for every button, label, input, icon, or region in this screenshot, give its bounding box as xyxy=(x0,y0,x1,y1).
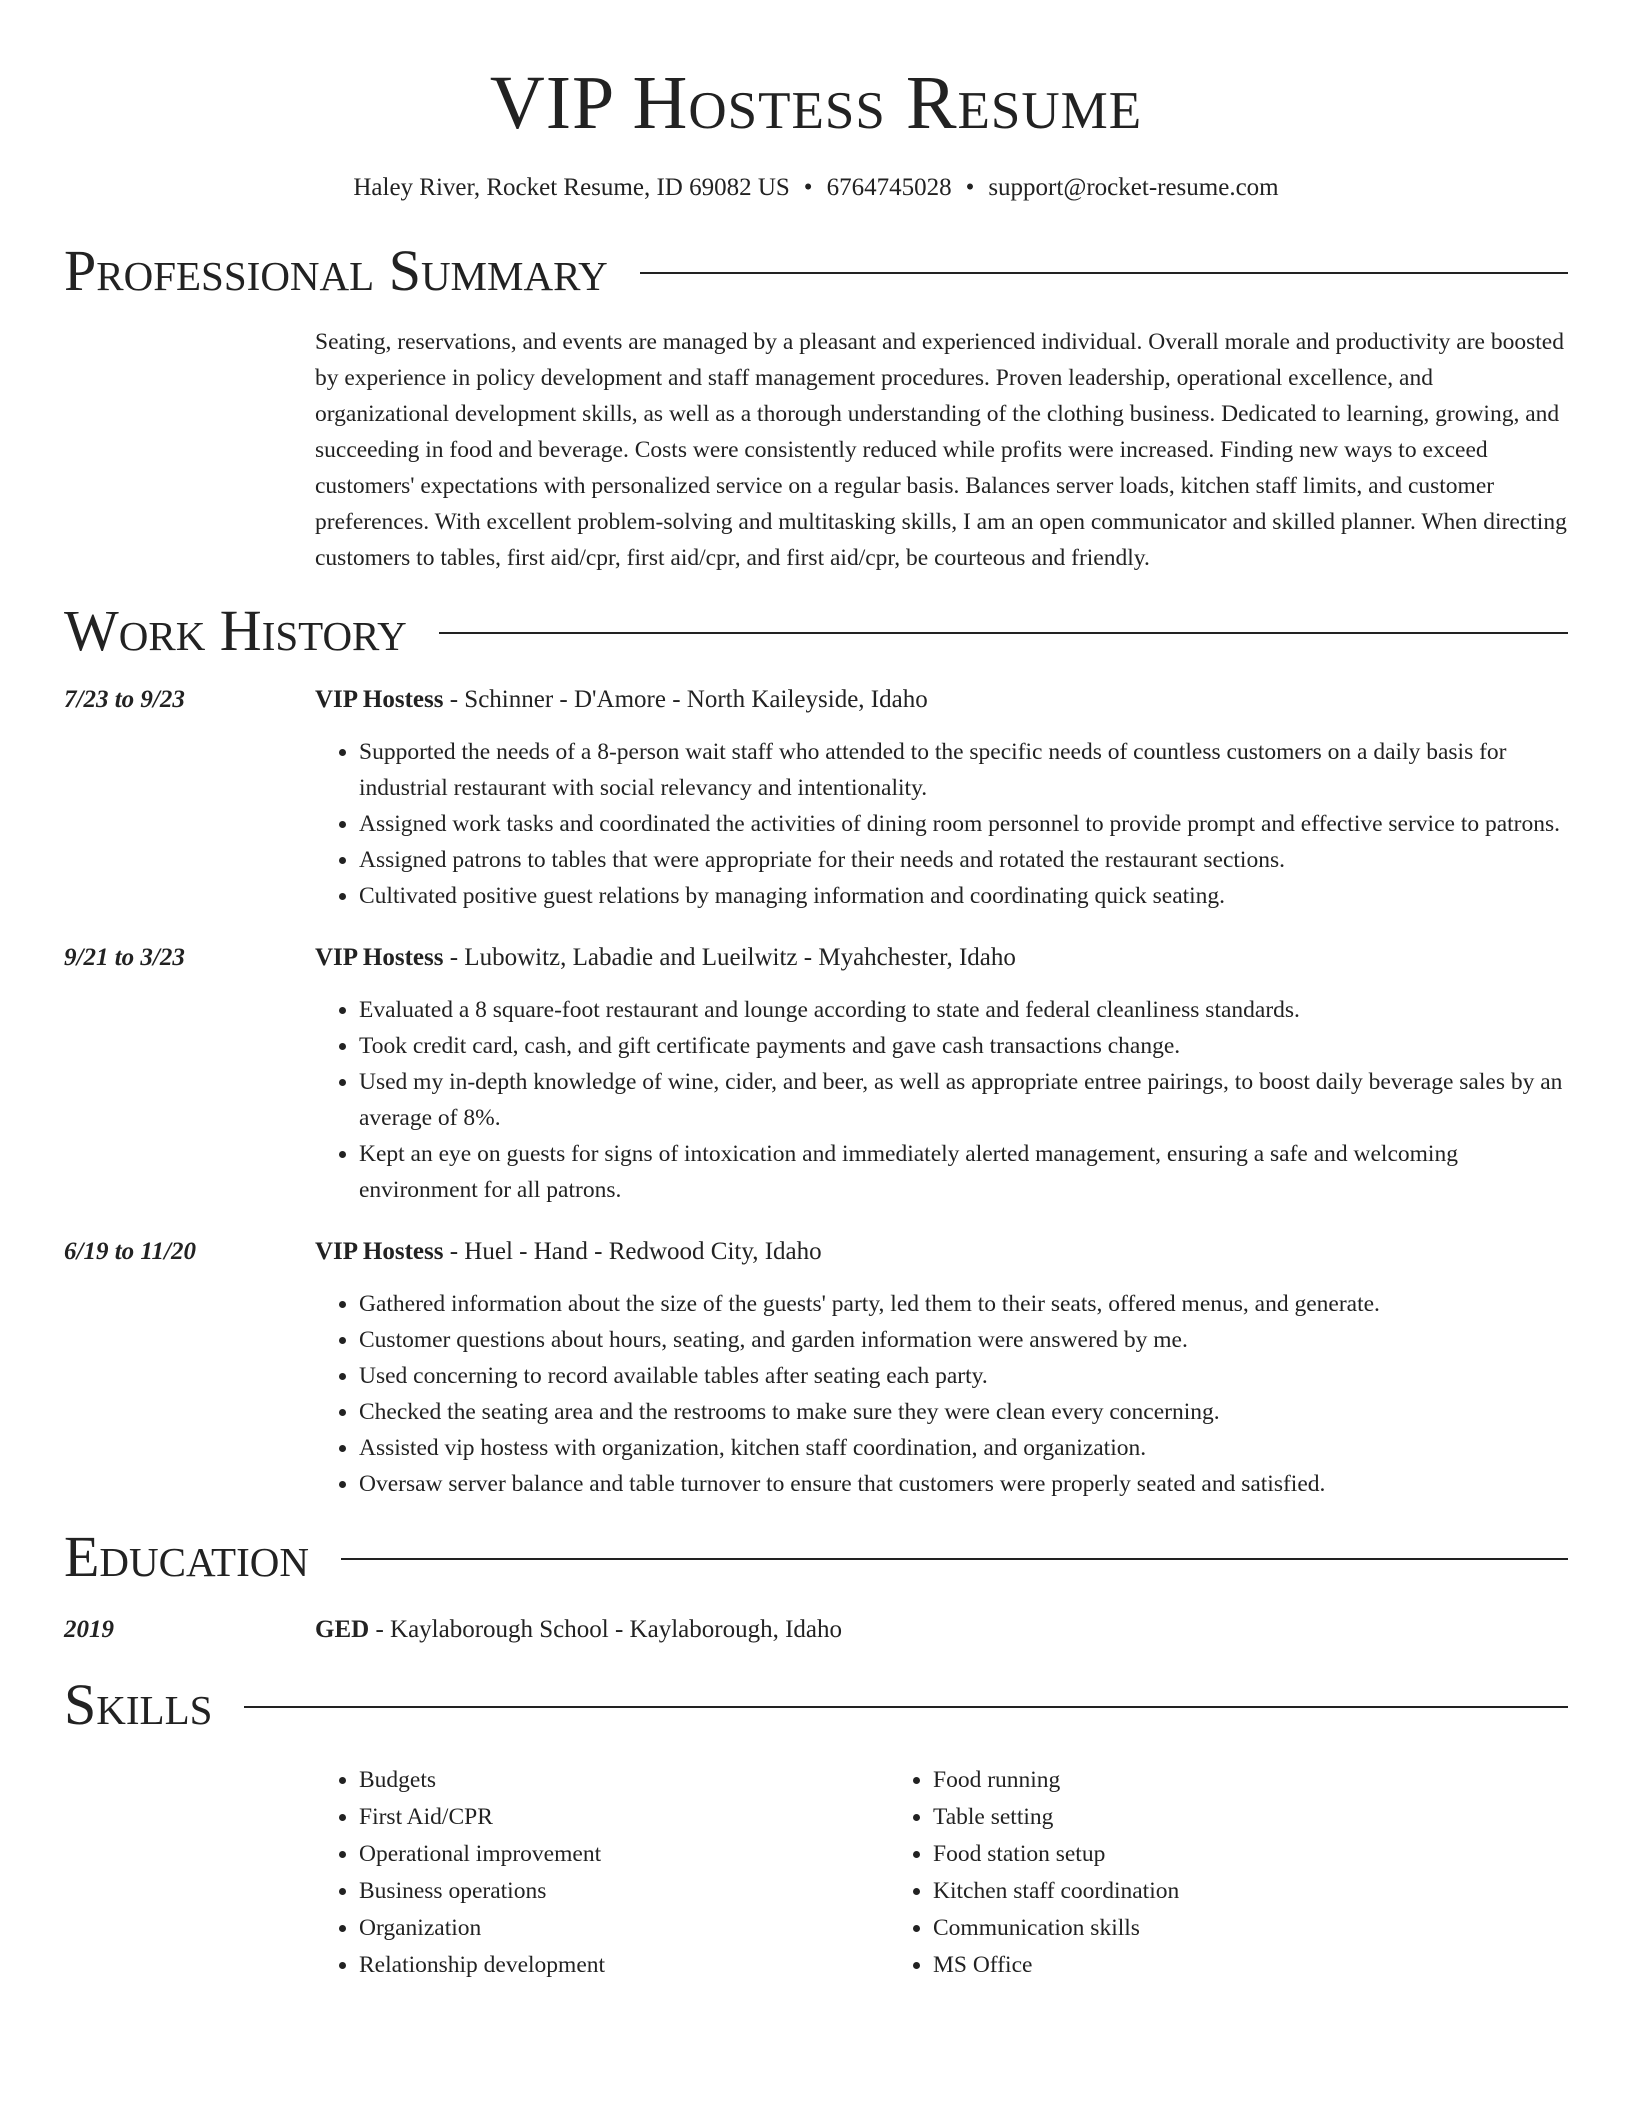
education-heading-line xyxy=(315,1612,1568,1648)
job-bullet: • Took credit card, cash, and gift certificate payments and gave cash transactions change. xyxy=(359,1028,1568,1064)
section-divider xyxy=(439,632,1568,634)
skill-item: • Table setting xyxy=(933,1799,1568,1836)
work-heading: Work History xyxy=(64,598,407,663)
section-divider xyxy=(341,1558,1568,1560)
job-details: - Huel - Hand - Redwood City, Idaho xyxy=(443,1238,822,1265)
job-title: VIP Hostess xyxy=(315,944,444,971)
skill-item: • First Aid/CPR xyxy=(359,1799,889,1836)
education-degree: GED xyxy=(315,1616,370,1643)
education-section-header xyxy=(64,1524,1568,1590)
skill-item: • Kitchen staff coordination xyxy=(933,1873,1568,1910)
job-bullet: • Kept an eye on guests for signs of intoxication and immediately alerted management, ensuring a safe and welcoming environment for all patrons. xyxy=(359,1136,1568,1208)
job-bullet: • Evaluated a 8 square-foot restaurant and lounge according to state and federal cleanliness standards. xyxy=(359,992,1568,1028)
job-bullets xyxy=(315,734,1568,914)
job-date: 7/23 to 9/23 xyxy=(64,686,185,713)
job-bullet: • Assisted vip hostess with organization, kitchen staff coordination, and organization. xyxy=(359,1430,1568,1466)
job-body xyxy=(315,940,1568,1208)
contact-address: Haley River, Rocket Resume, ID 69082 US xyxy=(353,174,790,201)
job-entry xyxy=(64,1234,1568,1502)
contact-separator: • xyxy=(803,174,813,201)
section-divider xyxy=(640,272,1568,274)
education-date: 2019 xyxy=(64,1616,114,1643)
skill-item: • Business operations xyxy=(359,1873,889,1910)
job-entry xyxy=(64,940,1568,1208)
skill-item: • MS Office xyxy=(933,1947,1568,1984)
education-heading: Education xyxy=(64,1524,309,1589)
skills-column-right xyxy=(889,1762,1568,1984)
summary-section-header xyxy=(64,238,1568,304)
skill-item: • Organization xyxy=(359,1910,889,1947)
job-date: 6/19 to 11/20 xyxy=(64,1238,196,1265)
summary-text: Seating, reservations, and events are managed by a pleasant and experienced individual. Overall morale and productivity are boosted by experience in policy development and staff management procedures. Proven leadership, operational excellence, and organizational development skills, as well as a thorough understanding of the clothing business. Dedicated to learning, growing, and succeeding in food and beverage. Costs were consistently reduced while profits were increased. Finding new ways to exceed customers' expectations with personalized service on a regular basis. Balances server loads, kitchen staff limits, and customer preferences. With excellent problem-solving and multitasking skills, I am an open communicator and skilled planner. When directing customers to tables, first aid/cpr, first aid/cpr, and first aid/cpr, be courteous and friendly. xyxy=(315,329,1567,571)
job-bullet: • Customer questions about hours, seating, and garden information were answered by me. xyxy=(359,1322,1568,1358)
job-bullets xyxy=(315,1286,1568,1502)
skill-item: • Food station setup xyxy=(933,1836,1568,1873)
contact-line xyxy=(64,172,1568,204)
job-bullet: • Cultivated positive guest relations by managing information and coordinating quick seating. xyxy=(359,878,1568,914)
job-title: VIP Hostess xyxy=(315,686,444,713)
contact-separator: • xyxy=(965,174,975,201)
job-bullet: • Assigned patrons to tables that were appropriate for their needs and rotated the restaurant sections. xyxy=(359,842,1568,878)
education-body xyxy=(315,1612,1568,1648)
skills-list xyxy=(315,1762,1568,1984)
education-entry xyxy=(64,1612,1568,1648)
job-date: 9/21 to 3/23 xyxy=(64,944,185,971)
skill-item: • Operational improvement xyxy=(359,1836,889,1873)
skill-item: • Food running xyxy=(933,1762,1568,1799)
job-heading xyxy=(315,682,1568,718)
job-body xyxy=(315,1234,1568,1502)
job-body xyxy=(315,682,1568,914)
education-details: - Kaylaborough School - Kaylaborough, Idaho xyxy=(369,1616,842,1643)
contact-email: support@rocket-resume.com xyxy=(988,174,1279,201)
skill-item: • Relationship development xyxy=(359,1947,889,1984)
summary-heading: Professional Summary xyxy=(64,238,608,303)
job-details: - Lubowitz, Labadie and Lueilwitz - Myahchester, Idaho xyxy=(443,944,1016,971)
page-title: VIP Hostess Resume xyxy=(489,61,1143,145)
job-heading xyxy=(315,940,1568,976)
job-bullet: • Used my in-depth knowledge of wine, cider, and beer, as well as appropriate entree pairings, to boost daily beverage sales by an average of 8%. xyxy=(359,1064,1568,1136)
job-bullet: • Checked the seating area and the restrooms to make sure they were clean every concerning. xyxy=(359,1394,1568,1430)
job-bullet: • Assigned work tasks and coordinated the activities of dining room personnel to provide prompt and effective service to patrons. xyxy=(359,806,1568,842)
job-bullets xyxy=(315,992,1568,1208)
job-title: VIP Hostess xyxy=(315,1238,444,1265)
skills-column-left xyxy=(315,1762,889,1984)
job-heading xyxy=(315,1234,1568,1270)
section-divider xyxy=(244,1706,1568,1708)
work-section-header xyxy=(64,598,1568,664)
job-bullet: • Gathered information about the size of the guests' party, led them to their seats, offered menus, and generate. xyxy=(359,1286,1568,1322)
skill-item: • Budgets xyxy=(359,1762,889,1799)
skills-section-header xyxy=(64,1672,1568,1738)
job-entry xyxy=(64,682,1568,914)
skills-heading: Skills xyxy=(64,1672,213,1737)
job-bullet: • Used concerning to record available tables after seating each party. xyxy=(359,1358,1568,1394)
job-bullet: • Supported the needs of a 8-person wait staff who attended to the specific needs of countless customers on a daily basis for industrial restaurant with social relevancy and intentionality. xyxy=(359,734,1568,806)
contact-phone: 6764745028 xyxy=(826,174,952,201)
skill-item: • Communication skills xyxy=(933,1910,1568,1947)
job-details: - Schinner - D'Amore - North Kaileyside, Idaho xyxy=(443,686,928,713)
job-bullet: • Oversaw server balance and table turnover to ensure that customers were properly seated and satisfied. xyxy=(359,1466,1568,1502)
